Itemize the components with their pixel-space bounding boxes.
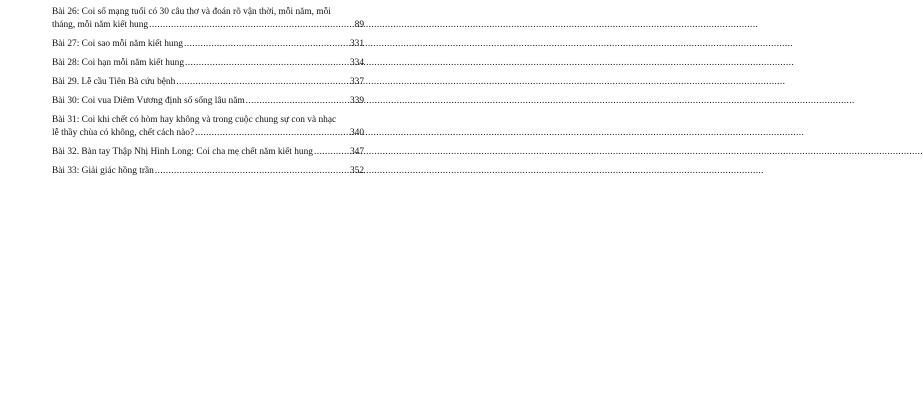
toc-entry <box>52 146 364 159</box>
dot-leader <box>149 19 354 32</box>
toc-entry-title-line2: lễ thầy chùa có không, chết cách nào? <box>52 128 195 138</box>
toc-entry-title: Bài 29. Lễ cầu Tiên Bà cứu bệnh <box>52 77 176 87</box>
dot-leader <box>184 38 349 51</box>
toc-entry <box>52 6 364 32</box>
toc-page-number: 334 <box>349 58 364 68</box>
toc-entry-title: Bài 32. Bàn tay Thập Nhị Hình Long: Coi cha mẹ chết năm kiết hung <box>52 147 313 157</box>
toc-entry <box>52 38 364 51</box>
toc-entry-title: Bài 30: Coi vua Diêm Vương định số sống lâu năm <box>52 96 245 106</box>
toc-page-number: 352 <box>349 166 364 176</box>
toc-entry-title: Bài 27: Coi sao mỗi năm kiết hung <box>52 39 183 49</box>
toc-entry <box>52 95 364 108</box>
dot-leader <box>195 127 349 140</box>
toc-entry-title: Bài 33: Giải giác hồng trần <box>52 166 154 176</box>
toc-page-number: 89 <box>354 20 364 30</box>
table-of-contents <box>52 0 364 184</box>
toc-entry-title-line2: tháng, mỗi năm kiết hung <box>52 20 149 30</box>
toc-page-number: 339 <box>349 96 364 106</box>
dot-leader <box>314 146 349 159</box>
document-page <box>0 0 400 400</box>
dot-leader <box>185 57 349 70</box>
toc-entry-title-line1: Bài 26: Coi số mạng tuổi có 30 câu thơ và đoán rõ vận thời, mỗi năm, mỗi <box>52 7 331 17</box>
toc-page-number: 340 <box>349 128 364 138</box>
toc-page-number: 331 <box>349 39 364 49</box>
dot-leader <box>176 76 349 89</box>
toc-entry-title-line1: Bài 31: Coi khi chết có hòm hay không và trong cuộc chung sự con và nhạc <box>52 115 337 125</box>
toc-entry-title: Bài 28: Coi hạn mỗi năm kiết hung <box>52 58 185 68</box>
toc-page-number: 337 <box>349 77 364 87</box>
toc-entry <box>52 57 364 70</box>
toc-entry <box>52 114 364 140</box>
dot-leader <box>246 95 349 108</box>
toc-entry <box>52 76 364 89</box>
toc-entry <box>52 165 364 178</box>
dot-leader <box>155 165 349 178</box>
toc-page-number: 347 <box>349 147 364 157</box>
